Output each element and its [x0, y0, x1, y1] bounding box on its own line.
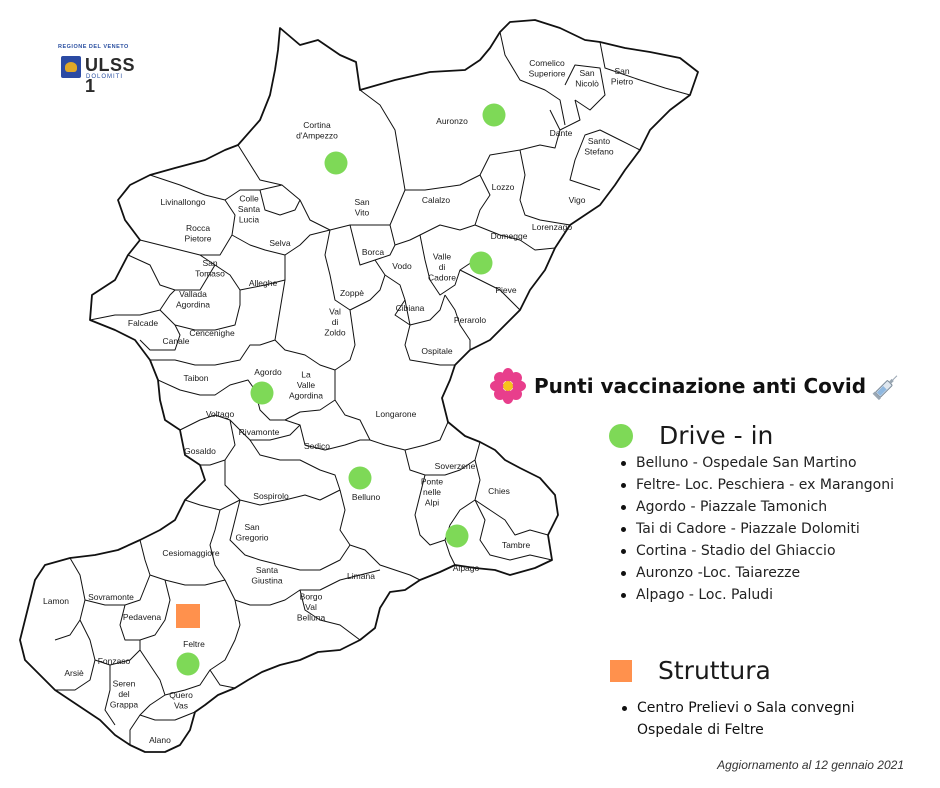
drive-in-site-item: Cortina - Stadio del Ghiaccio — [620, 540, 894, 562]
drive-in-marker — [325, 152, 348, 175]
drive-in-marker — [251, 382, 274, 405]
municipality-label: Taibon — [183, 373, 209, 383]
drive-in-site-item: Tai di Cadore - Piazzale Dolomiti — [620, 518, 894, 540]
municipality-label: Tambre — [501, 540, 531, 550]
municipality-label: Domegge — [490, 231, 528, 241]
municipality-label: San Nicolò — [575, 67, 599, 89]
municipality-label: Livinallongo — [160, 197, 206, 207]
municipality-label: Pedavena — [122, 612, 162, 622]
page-title: Punti vaccinazione anti Covid — [534, 374, 867, 398]
municipality-label: Agordo — [254, 367, 282, 377]
orange-square-icon — [610, 660, 632, 682]
drive-in-site-item: Feltre- Loc. Peschiera - ex Marangoni — [620, 474, 894, 496]
municipality-label: Lamon — [43, 596, 69, 606]
municipality-label: Perarolo — [453, 315, 487, 325]
drive-in-site-item: Alpago - Loc. Paludi — [620, 584, 894, 606]
municipality-label: Cesiomaggiore — [162, 548, 220, 558]
municipality-label: Borgo Val Belluna — [296, 591, 326, 623]
legend-struttura-label: Struttura — [658, 656, 771, 685]
drive-in-marker — [470, 252, 493, 275]
municipality-label: Alleghe — [248, 278, 278, 288]
municipality-label: Calalzo — [421, 195, 451, 205]
municipality-label: San Tomaso — [195, 257, 225, 279]
municipality-label: Ospitale — [421, 346, 453, 356]
municipality-label: Rocca Pietore — [184, 222, 212, 244]
logo-subtitle: DOLOMITI — [86, 74, 124, 80]
drive-in-site-list — [620, 452, 894, 606]
municipality-label: Cortina d'Ampezzo — [296, 119, 338, 141]
municipality-label: Vigo — [568, 195, 586, 205]
municipality-label: Val di Zoldo — [324, 306, 346, 338]
municipality-label: San Pietro — [610, 65, 634, 87]
municipality-label: Falcade — [127, 318, 159, 328]
municipality-label: Colle Santa Lucia — [237, 193, 261, 225]
municipality-label: Arsiè — [64, 668, 84, 678]
drive-in-marker — [177, 653, 200, 676]
municipality-label: Auronzo — [436, 116, 468, 126]
drive-in-site-item: Agordo - Piazzale Tamonich — [620, 496, 894, 518]
municipality-label: Ponte nelle Alpi — [420, 476, 444, 508]
municipality-label: La Valle Agordina — [288, 369, 324, 401]
municipality-label: San Vito — [354, 196, 370, 218]
struttura-site — [620, 697, 855, 741]
municipality-label: Comelico Superiore — [528, 57, 566, 79]
update-note: Aggiornamento al 12 gennaio 2021 — [717, 758, 904, 772]
municipality-label: Alpago — [452, 563, 480, 573]
municipality-label: Pieve — [495, 285, 517, 295]
municipality-label: Rivamonte — [238, 427, 280, 437]
municipality-label: Dante — [549, 128, 573, 138]
municipality-label: Santa Giustina — [251, 564, 283, 586]
drive-in-marker — [483, 104, 506, 127]
municipality-label: Vodo — [392, 261, 412, 271]
municipality-label: Soverzene — [434, 461, 476, 471]
flower-icon — [490, 368, 526, 404]
title-row — [490, 366, 935, 406]
municipality-label: Chies — [488, 486, 510, 496]
municipality-label: Cibiana — [395, 303, 425, 313]
struttura-site-line-1: Centro Prelievi o Sala convegni — [637, 700, 855, 716]
struttura-markers — [176, 604, 200, 628]
drive-in-marker — [349, 467, 372, 490]
struttura-site-line-2: Ospedale di Feltre — [637, 722, 764, 738]
municipality-label: Lozzo — [491, 182, 515, 192]
municipality-label: Selva — [269, 238, 291, 248]
struttura-marker — [176, 604, 200, 628]
legend-drive-in-label: Drive - in — [659, 421, 774, 450]
municipality-label: Vallada Agordina — [175, 288, 211, 310]
municipality-label: Feltre — [183, 639, 205, 649]
municipality-label: Sospirolo — [253, 491, 289, 501]
municipality-label: Belluno — [351, 492, 381, 502]
municipality-label: Borca — [361, 247, 385, 257]
legend-drive-in — [609, 421, 773, 450]
ulss-logo — [58, 44, 148, 96]
municipality-label: Seren del Grappa — [109, 678, 139, 710]
municipality-label: Longarone — [375, 409, 417, 419]
green-dot-icon — [609, 424, 633, 448]
municipality-label: San Gregorio — [235, 521, 269, 543]
municipality-label: Alano — [149, 735, 171, 745]
municipality-label: Valle di Cadore — [428, 251, 456, 283]
logo-name: ULSS 1 — [85, 55, 136, 96]
municipality-label: Santo Stefano — [584, 135, 614, 157]
municipality-label: Voltago — [205, 409, 235, 419]
municipality-label: Gosaldo — [184, 446, 216, 456]
municipality-label: Sovramonte — [88, 592, 134, 602]
drive-in-site-item: Belluno - Ospedale San Martino — [620, 452, 894, 474]
veneto-shield-icon — [61, 56, 81, 78]
municipality-label: Canale — [162, 336, 190, 346]
municipality-label: Lorenzago — [531, 222, 573, 232]
municipality-label: Quero Vas — [169, 689, 193, 711]
municipality-label: Fonzaso — [97, 656, 131, 666]
municipality-label: Zoppè — [339, 288, 365, 298]
syringe-icon — [870, 370, 902, 402]
municipality-label: Limana — [347, 571, 375, 581]
drive-in-marker — [446, 525, 469, 548]
drive-in-site-item: Auronzo -Loc. Taiarezze — [620, 562, 894, 584]
legend-struttura — [610, 656, 771, 685]
logo-region-text: REGIONE DEL VENETO — [58, 44, 129, 50]
municipality-label: Sedico — [304, 441, 330, 451]
municipality-label: Cencenighe — [189, 328, 235, 338]
